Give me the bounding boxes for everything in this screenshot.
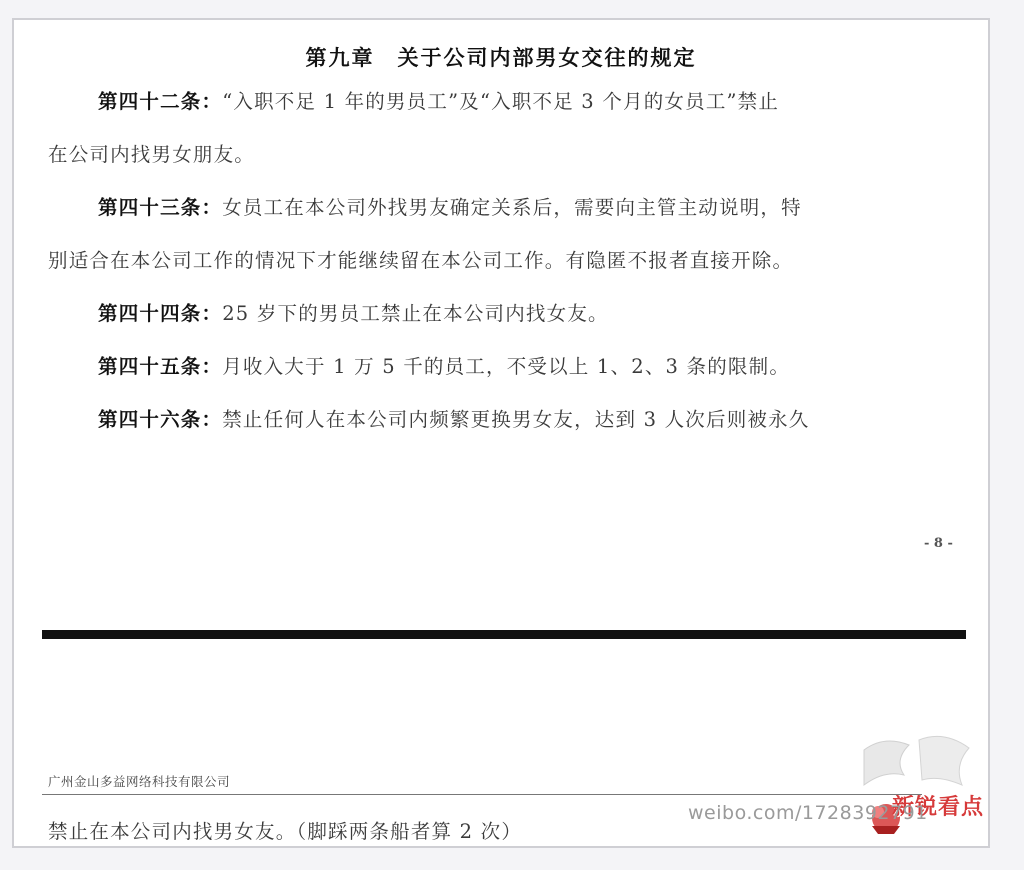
article-46 — [98, 404, 810, 432]
chapter-title: 第九章 关于公司内部男女交往的规定 — [305, 46, 697, 70]
footer-rule — [42, 794, 922, 795]
next-page-continuation: 禁止在本公司内找男女友。（脚踩两条船者算 2 次） — [48, 820, 523, 843]
article-text: 禁止任何人在本公司内频繁更换男女友，达到 3 人次后则被永久 — [222, 408, 810, 431]
page-break-rule — [42, 630, 966, 639]
article-45 — [98, 351, 790, 379]
article-42 — [98, 86, 779, 114]
article-44 — [98, 298, 609, 326]
article-label: 第四十三条： — [98, 196, 223, 219]
article-text: 月收入大于 1 万 5 千的员工，不受以上 1、2、3 条的限制。 — [222, 355, 791, 378]
article-text: “入职不足 1 年的男员工”及“入职不足 3 个月的女员工”禁止 — [222, 90, 780, 113]
article-label: 第四十二条： — [98, 90, 223, 113]
article-label: 第四十四条： — [98, 302, 223, 325]
document-page — [12, 18, 990, 848]
watermark-url: weibo.com/1728392791 — [688, 802, 928, 824]
article-label: 第四十六条： — [98, 408, 223, 431]
article-42-continuation: 在公司内找男女朋友。 — [48, 143, 256, 166]
watermark-name: 新锐看点 — [892, 795, 985, 820]
company-footer: 广州金山多益网络科技有限公司 — [48, 774, 231, 789]
article-text: 25 岁下的男员工禁止在本公司内找女友。 — [222, 302, 609, 325]
page-number: - 8 - — [924, 536, 953, 551]
article-text: 女员工在本公司外找男友确定关系后，需要向主管主动说明，特 — [222, 196, 802, 219]
article-43 — [98, 192, 802, 220]
article-43-continuation: 别适合在本公司工作的情况下才能继续留在本公司工作。有隐匿不报者直接开除。 — [48, 249, 794, 272]
article-label: 第四十五条： — [98, 355, 223, 378]
